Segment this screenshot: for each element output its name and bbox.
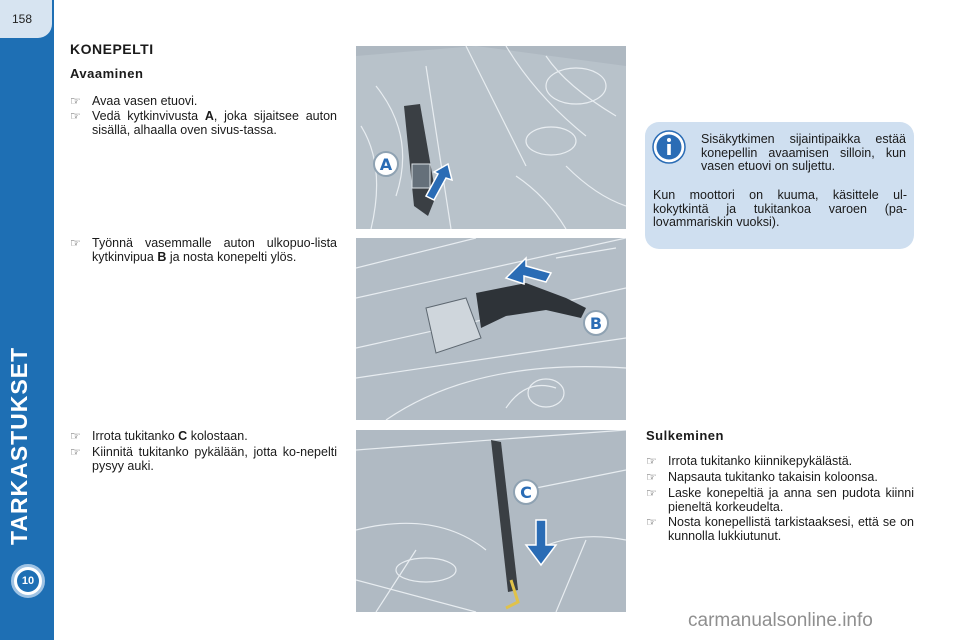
page-number: 158 xyxy=(12,12,33,26)
closing-step-3: ☞ Laske konepeltiä ja anna sen pudota kiinni pieneltä korkeudelta. xyxy=(646,486,914,514)
closing-title: Sulkeminen xyxy=(646,428,724,443)
pointing-hand-icon: ☞ xyxy=(70,109,81,123)
pointing-hand-icon: ☞ xyxy=(70,236,81,250)
opening-step-1: ☞ Avaa vasen etuovi. xyxy=(70,94,198,108)
pointing-hand-icon: ☞ xyxy=(646,470,657,484)
section-title: KONEPELTI xyxy=(70,41,154,57)
pointing-hand-icon: ☞ xyxy=(646,486,657,500)
chapter-number: 10 xyxy=(17,570,39,592)
info-text-2: Kun moottori on kuuma, käsittele ul-kokytkintä ja tukitankoa varoen (pa-lovammariskin vuoksi). xyxy=(653,188,907,229)
opening-title: Avaaminen xyxy=(70,66,144,81)
closing-step-4: ☞ Nosta konepellistä tarkistaaksesi, että se on kunnolla lukkiutunut. xyxy=(646,515,914,543)
pointing-hand-icon: ☞ xyxy=(646,515,657,529)
info-icon xyxy=(652,130,686,164)
pointing-hand-icon: ☞ xyxy=(70,94,81,108)
opening-step-3: ☞ Työnnä vasemmalle auton ulkopuo-lista kytkinvipua B ja nosta konepelti ylös. xyxy=(70,236,337,264)
chapter-badge xyxy=(11,564,45,598)
info-text-1: Sisäkytkimen sijaintipaikka estää konepellin avaamisen silloin, kun vasen etuovi on suljettu. xyxy=(701,132,906,173)
figure-exterior-release-lever xyxy=(356,238,626,420)
opening-step-2: ☞ Vedä kytkinvivusta A, joka sijaitsee auton sisällä, alhaalla oven sivus-tassa. xyxy=(70,109,337,137)
info-box xyxy=(645,122,914,249)
label-b: B xyxy=(589,314,603,333)
pointing-hand-icon: ☞ xyxy=(646,454,657,468)
opening-step-5: ☞ Kiinnitä tukitanko pykälään, jotta ko-nepelti pysyy auki. xyxy=(70,445,337,473)
figure-interior-release-lever xyxy=(356,46,626,229)
closing-step-2: ☞ Napsauta tukitanko takaisin koloonsa. xyxy=(646,470,878,484)
opening-step-4: ☞ Irrota tukitanko C kolostaan. xyxy=(70,429,248,443)
watermark: carmanualsonline.info xyxy=(688,610,873,631)
pointing-hand-icon: ☞ xyxy=(70,429,81,443)
closing-step-1: ☞ Irrota tukitanko kiinnikepykälästä. xyxy=(646,454,853,468)
figure-support-rod xyxy=(356,430,626,612)
page-number-tab xyxy=(0,0,52,38)
label-c: C xyxy=(520,483,532,502)
chapter-title: TARKASTUKSET xyxy=(6,346,32,545)
label-a: A xyxy=(379,155,393,174)
pointing-hand-icon: ☞ xyxy=(70,445,81,459)
